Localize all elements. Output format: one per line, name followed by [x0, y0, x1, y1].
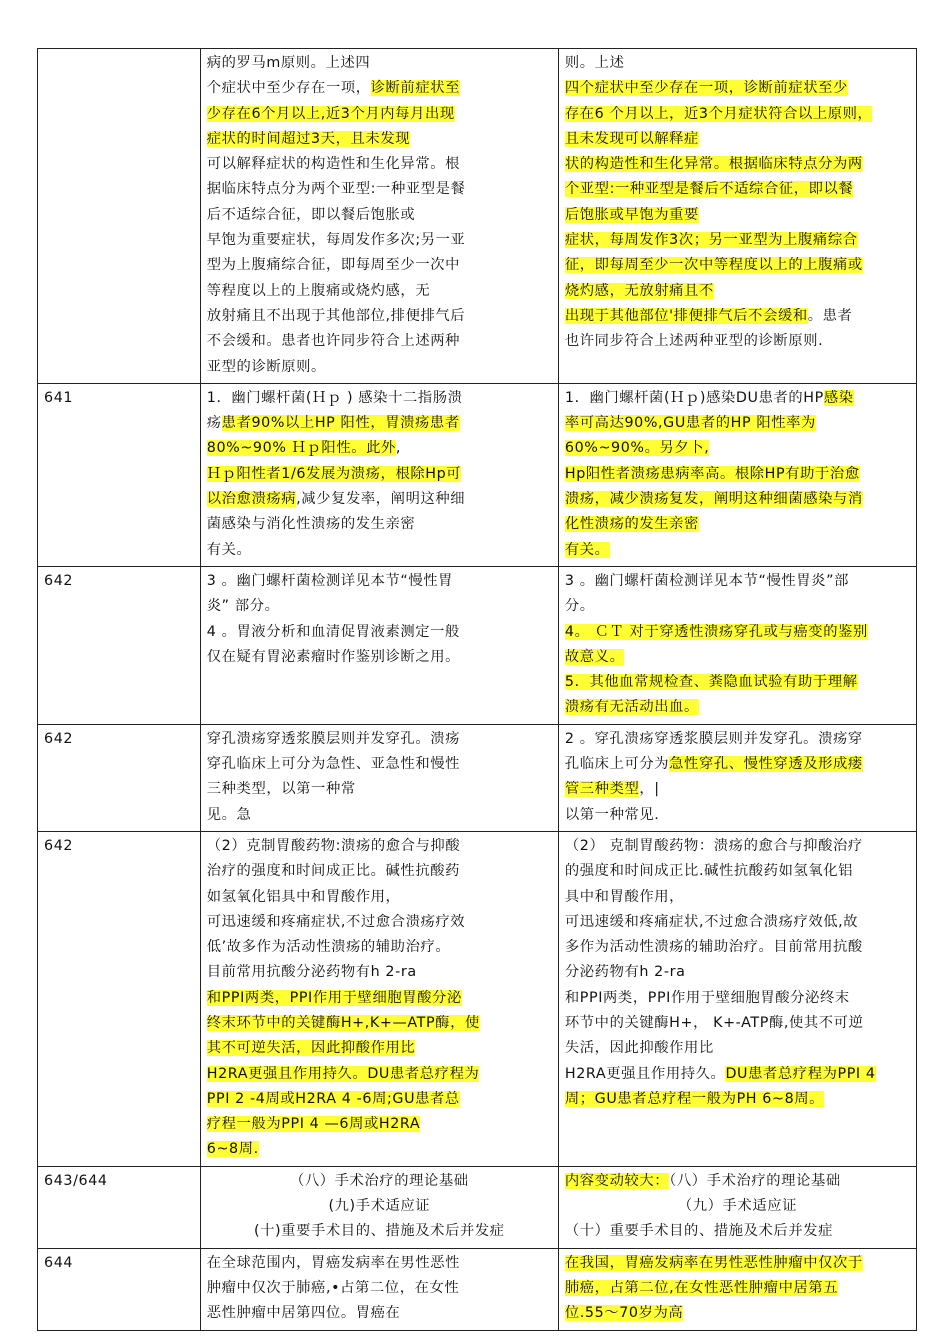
highlighted-text: 位.55～70岁为高	[564, 1305, 684, 1322]
text-line	[207, 127, 552, 152]
highlighted-text: 6~8周.	[206, 1141, 259, 1158]
highlighted-text: 存在6 个月以上，近3个月症状符合以上原则，	[564, 105, 873, 122]
text-line	[207, 253, 552, 278]
text-line	[207, 1169, 552, 1194]
text-segment: 穿孔临床上可分为急性、亚急性和慢性	[206, 756, 461, 773]
text-line	[565, 859, 910, 884]
text-line	[565, 203, 910, 228]
text-line	[565, 462, 910, 487]
highlighted-text: Ｈｐ阳性者1/6发展为溃疡，根除Hp可	[206, 465, 462, 482]
text-segment: H2RA更强且作用持久。	[564, 1065, 726, 1082]
highlighted-text: H2RA更强且作用持久。DU患者总疗程为	[206, 1065, 480, 1082]
highlighted-text: DU患者总疗程为PPI 4	[725, 1065, 876, 1082]
page-number-cell: 644	[38, 1248, 201, 1330]
text-segment: 低’故多作为活动性溃疡的辅助治疗。	[206, 939, 451, 956]
text-line	[207, 512, 552, 537]
text-segment: ，|	[639, 781, 660, 798]
text-line	[565, 512, 910, 537]
text-line	[207, 910, 552, 935]
text-line	[565, 538, 910, 563]
text-segment: 以第一种常见.	[564, 806, 660, 823]
highlighted-text: 周；GU患者总疗程一般为PH 6~8周。	[564, 1090, 825, 1107]
text-line	[565, 752, 910, 777]
text-line	[207, 1194, 552, 1219]
highlighted-text: 内容变动较大：	[564, 1172, 670, 1189]
highlighted-text: 疗程一般为PPI 4 —6周或H2RA	[206, 1116, 421, 1133]
highlighted-text: 化性溃疡的发生亲密	[564, 516, 699, 533]
highlighted-text: 诊断前症状至	[370, 80, 461, 97]
highlighted-text: 肺癌，占第二位,在女性恶性肿瘤中居第五	[564, 1279, 839, 1296]
text-segment: 在全球范围内，胃癌发病率在男性恶性	[206, 1254, 461, 1271]
text-line	[565, 152, 910, 177]
text-line	[565, 253, 910, 278]
highlighted-text: 出现于其他部位'排便排气后不会缓和	[564, 307, 808, 324]
text-line	[207, 727, 552, 752]
text-line	[565, 329, 910, 354]
text-segment: （2） 克制胃酸药物：溃疡的愈合与抑酸治疗	[564, 837, 863, 854]
text-line	[565, 1036, 910, 1061]
text-line	[565, 803, 910, 828]
text-line	[565, 1169, 910, 1194]
text-line	[565, 279, 910, 304]
old-edition-cell	[200, 383, 558, 566]
text-line	[207, 329, 552, 354]
text-line	[565, 1301, 910, 1326]
table-row	[38, 566, 917, 724]
new-edition-cell	[558, 831, 916, 1166]
text-line	[565, 960, 910, 985]
table-row	[38, 1248, 917, 1330]
new-edition-cell	[558, 724, 916, 831]
table-row	[38, 383, 917, 566]
text-segment: 孔临床上可分为	[564, 756, 670, 773]
text-segment: 1．幽门螺杆菌(Ｈｐ)感染DU患者的HP	[564, 389, 824, 406]
text-line	[565, 670, 910, 695]
old-edition-cell	[200, 566, 558, 724]
highlighted-text: 感染	[823, 389, 854, 406]
text-line	[565, 304, 910, 329]
page-number-cell: 642	[38, 831, 201, 1166]
text-line	[565, 986, 910, 1011]
text-line	[207, 594, 552, 619]
text-line	[207, 177, 552, 202]
text-segment: 见。急	[206, 806, 252, 823]
new-edition-cell	[558, 383, 916, 566]
highlighted-text: 溃疡，减少溃疡复发，阐明这种细菌感染与消	[564, 491, 863, 508]
text-segment: （八）手术治疗的理论基础	[669, 1172, 841, 1189]
old-edition-cell	[200, 724, 558, 831]
text-segment: (十)重要手术目的、措施及术后并发症	[253, 1223, 505, 1240]
old-edition-cell	[200, 1248, 558, 1330]
text-segment: 个症状中至少存在一项，	[206, 80, 371, 97]
text-line	[565, 594, 910, 619]
new-edition-cell	[558, 1248, 916, 1330]
text-line	[565, 695, 910, 720]
text-line	[207, 1112, 552, 1137]
highlighted-text: 个亚型:一种亚型是餐后不适综合征，即以餐	[564, 181, 854, 198]
text-segment: 和PPI两类，PPI作用于壁细胞胃酸分泌终末	[564, 989, 850, 1006]
text-segment: 疡	[206, 415, 222, 432]
text-line	[207, 1062, 552, 1087]
text-segment: 具中和胃酸作用，	[564, 888, 685, 905]
text-line	[565, 1251, 910, 1276]
text-line	[207, 411, 552, 436]
table-row	[38, 831, 917, 1166]
highlighted-text: 急性穿孔、慢性穿透及形成瘘	[669, 756, 863, 773]
text-segment: 可迅速缓和疼痛症状,不过愈合溃疡疗效	[206, 913, 466, 930]
highlighted-text: 其不可逆失活，因此抑酸作用比	[206, 1040, 416, 1057]
highlighted-text: 状的构造性和生化异常。根据临床特点分为两	[564, 156, 863, 173]
text-line	[207, 1251, 552, 1276]
text-line	[565, 51, 910, 76]
highlighted-text: 症状，每周发作3次；另一亚型为上腹痛综合	[564, 232, 858, 249]
text-segment: 亚型的诊断原则。	[206, 358, 326, 375]
text-segment: 三种类型，以第一种常	[206, 781, 356, 798]
text-line	[565, 727, 910, 752]
text-segment: 分泌药物有h 2-ra	[564, 964, 686, 981]
text-line	[207, 462, 552, 487]
text-line	[207, 152, 552, 177]
highlighted-text: PPI 2 -4周或H2RA 4 -6周;GU患者总	[206, 1090, 460, 1107]
text-line	[207, 203, 552, 228]
text-line	[207, 935, 552, 960]
text-line	[565, 177, 910, 202]
text-segment: 2 。穿孔溃疡穿透浆膜层则并发穿孔。溃疡穿	[564, 730, 863, 747]
text-line	[565, 645, 910, 670]
page-number-cell	[38, 49, 201, 384]
highlighted-text: 少存在6个月以上,近3个月内每月出现	[206, 105, 455, 122]
old-edition-cell	[200, 49, 558, 384]
text-line	[565, 487, 910, 512]
text-line	[207, 569, 552, 594]
text-segment: 恶性肿瘤中居第四位。胃癌在	[206, 1305, 401, 1322]
highlighted-text: 症状的时间超过3天，且未发现	[206, 130, 411, 147]
text-line	[207, 228, 552, 253]
text-line	[565, 885, 910, 910]
text-line	[207, 986, 552, 1011]
text-segment: （八）手术治疗的理论基础	[289, 1172, 469, 1189]
text-line	[207, 76, 552, 101]
highlighted-text: Hp阳性者溃疡患病率高。根除HP有助于治愈	[564, 465, 860, 482]
highlighted-text: 烧灼感，无放射痛且不	[564, 282, 714, 299]
text-line	[207, 834, 552, 859]
table-body	[38, 49, 917, 1331]
text-line	[207, 803, 552, 828]
new-edition-cell	[558, 1166, 916, 1248]
text-segment: 仅在疑有胃泌素瘤时作鉴别诊断之用。	[206, 648, 461, 665]
highlighted-text: 征，即每周至少一次中等程度以上的上腹痛或	[564, 257, 863, 274]
text-line	[207, 487, 552, 512]
highlighted-text: 管三种类型	[564, 781, 640, 798]
text-segment: ,减少复发率，阐明这种细	[296, 491, 466, 508]
highlighted-text: 5．其他血常规检查、粪隐血试验有助于理解	[564, 674, 858, 691]
text-line	[207, 960, 552, 985]
text-segment: 病的罗马m原则。上述四	[206, 55, 371, 71]
text-segment: 型为上腹痛综合征，即每周至少一次中	[206, 257, 461, 274]
highlighted-text: 四个症状中至少存在一项，诊断前症状至少	[564, 80, 848, 97]
text-segment: 1．幽门螺杆菌(Ｈｐ ) 感染十二指肠溃	[206, 389, 463, 406]
text-segment: 也许同步符合上述两种亚型的诊断原则.	[564, 333, 824, 350]
text-segment: （2）克制胃酸药物:溃疡的愈合与抑酸	[206, 837, 461, 854]
text-segment: 治疗的强度和时间成正比。碱性抗酸药	[206, 863, 461, 880]
text-line	[207, 645, 552, 670]
highlighted-text: 在我国，胃癌发病率在男性恶性肿瘤中仅次于	[564, 1254, 863, 1271]
highlighted-text: 80%~90% Ｈｐ阳性。此外	[206, 440, 396, 457]
text-line	[207, 51, 552, 76]
text-line	[565, 910, 910, 935]
text-segment: 分。	[564, 598, 595, 615]
text-line	[565, 1011, 910, 1036]
text-segment: 据临床特点分为两个亚型:一种亚型是餐	[206, 181, 466, 198]
text-line	[207, 1301, 552, 1326]
text-line	[565, 411, 910, 436]
text-segment: 后不适综合征，即以餐后饱胀或	[206, 206, 416, 223]
highlighted-text: 终末环节中的关键酶H+,K+—ATP酶，使	[206, 1014, 480, 1031]
text-line	[207, 777, 552, 802]
text-line	[565, 1087, 910, 1112]
text-segment: 放射痛且不出现于其他部位,排便排气后	[206, 307, 466, 324]
text-line	[565, 228, 910, 253]
new-edition-cell	[558, 566, 916, 724]
old-edition-cell	[200, 831, 558, 1166]
text-line	[207, 620, 552, 645]
text-segment: （十）重要手术目的、措施及术后并发症	[564, 1223, 834, 1240]
highlighted-text: 故意义。	[564, 648, 625, 665]
text-line	[565, 1062, 910, 1087]
text-line	[565, 620, 910, 645]
text-line	[207, 279, 552, 304]
highlighted-text: 溃疡有无活动出血。	[564, 699, 699, 716]
page-number-cell: 643/644	[38, 1166, 201, 1248]
text-segment: 如氢氧化铝具中和胃酸作用，	[206, 888, 401, 905]
text-segment: 菌感染与消化性溃疡的发生亲密	[206, 516, 416, 533]
new-edition-cell	[558, 49, 916, 384]
text-segment: 的强度和时间成正比.碱性抗酸药如氢氧化铝	[564, 863, 854, 880]
text-segment: (九)手术适应证	[328, 1198, 431, 1215]
text-line	[207, 752, 552, 777]
highlighted-text: 率可高达90%,GU患者的HP 阳性率为	[564, 415, 816, 432]
highlighted-text: 有关。	[564, 541, 610, 558]
page-number-cell: 642	[38, 724, 201, 831]
text-line	[565, 76, 910, 101]
text-line	[565, 436, 910, 461]
text-segment: 穿孔溃疡穿透浆膜层则并发穿孔。溃疡	[206, 730, 461, 747]
highlighted-text: 和PPI两类，PPI作用于壁细胞胃酸分泌	[206, 989, 462, 1006]
text-line	[565, 834, 910, 859]
text-line	[565, 1219, 910, 1244]
text-line	[565, 1194, 910, 1219]
text-line	[207, 1011, 552, 1036]
text-line	[207, 1036, 552, 1061]
text-segment: 环节中的关键酶H+， K+-ATP酶,使其不可逆	[564, 1014, 864, 1031]
text-segment: 失活，因此抑酸作用比	[564, 1040, 714, 1057]
text-line	[565, 935, 910, 960]
text-segment: 则。上述	[564, 55, 625, 71]
text-line	[565, 1276, 910, 1301]
comparison-table	[37, 48, 917, 1331]
text-line	[565, 127, 910, 152]
text-line	[207, 102, 552, 127]
text-line	[565, 777, 910, 802]
text-segment: 。患者	[807, 307, 853, 324]
highlighted-text: 患者90%以上HP 阳性，胃溃疡患者	[221, 415, 460, 432]
text-line	[207, 1276, 552, 1301]
text-line	[207, 436, 552, 461]
text-line	[207, 1087, 552, 1112]
text-segment: 炎” 部分。	[206, 598, 280, 615]
text-segment: 可迅速缓和疼痛症状,不过愈合溃疡疗效低,故	[564, 913, 859, 930]
text-line	[207, 1219, 552, 1244]
highlighted-text: 后饱胀或早饱为重要	[564, 206, 699, 223]
table-row	[38, 724, 917, 831]
text-line	[207, 386, 552, 411]
old-edition-cell	[200, 1166, 558, 1248]
text-line	[207, 1137, 552, 1162]
text-line	[207, 885, 552, 910]
page-number-cell: 642	[38, 566, 201, 724]
table-row	[38, 49, 917, 384]
page-number-cell: 641	[38, 383, 201, 566]
text-segment: 有关。	[206, 541, 252, 558]
text-segment: 目前常用抗酸分泌药物有h 2-ra	[206, 964, 417, 981]
text-segment: 3 。幽门螺杆菌检测详见本节“慢性胃	[206, 572, 454, 589]
text-segment: ,	[395, 440, 402, 457]
text-line	[207, 859, 552, 884]
text-segment: （九）手术适应证	[677, 1198, 798, 1215]
text-segment: 4 。胃液分析和血清促胃液素测定一般	[206, 623, 460, 640]
text-segment: 等程度以上的上腹痛或烧灼感，无	[206, 282, 431, 299]
text-line	[207, 538, 552, 563]
text-segment: 肿瘤中仅次于肺癌,•占第二位，在女性	[206, 1279, 460, 1296]
highlighted-text: 60%~90%。另夕卜,	[564, 440, 710, 457]
text-line	[565, 102, 910, 127]
text-segment: 不会缓和。患者也许同步符合上述两种	[206, 333, 461, 350]
text-segment: 早饱为重要症状，每周发作多次;另一亚	[206, 232, 466, 249]
text-line	[565, 569, 910, 594]
text-segment: 3 。幽门螺杆菌检测详见本节“慢性胃炎”部	[564, 572, 849, 589]
text-segment: 可以解释症状的构造性和生化异常。根	[206, 156, 461, 173]
text-line	[565, 386, 910, 411]
highlighted-text: 且未发现可以解释症	[564, 130, 699, 147]
highlighted-text: 4。 ＣＴ 对于穿透性溃疡穿孔或与癌变的鉴别	[564, 623, 868, 640]
table-row	[38, 1166, 917, 1248]
text-line	[207, 355, 552, 380]
text-segment: 多作为活动性溃疡的辅助治疗。目前常用抗酸	[564, 939, 863, 956]
text-line	[207, 304, 552, 329]
highlighted-text: 以治愈溃疡病	[206, 491, 297, 508]
